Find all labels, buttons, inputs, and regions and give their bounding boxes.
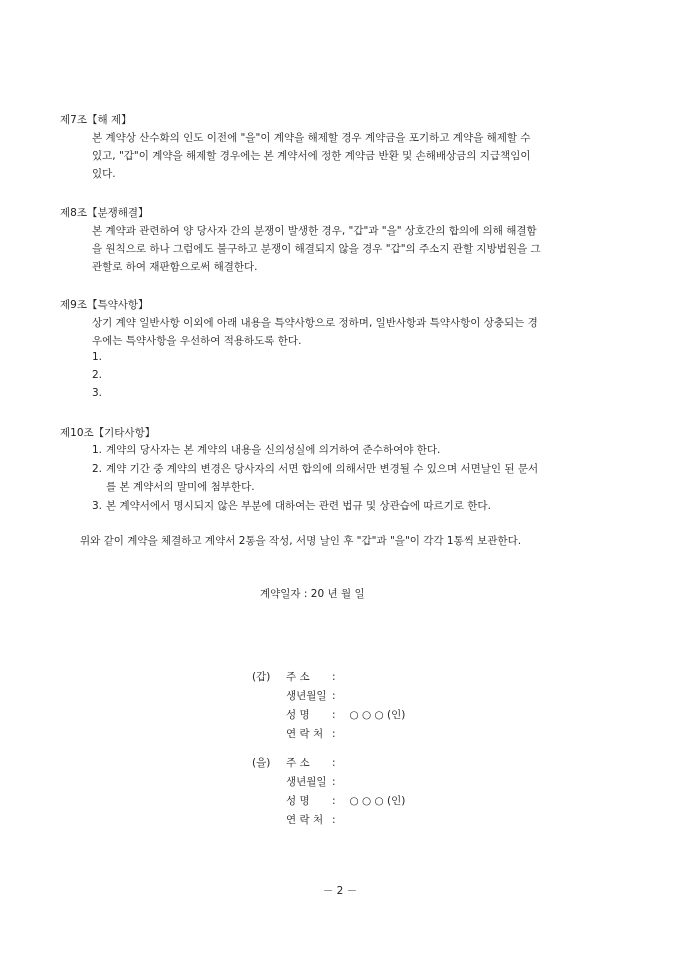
party-b-name-value: ○ ○ ○ (인) — [349, 795, 406, 807]
misc-clause-1-text: 계약의 당사자는 본 계약의 내용을 신의성실에 의거하여 준수하여야 한다. — [106, 444, 441, 456]
article-7-title: 제7조【해 제】 — [60, 114, 132, 126]
page-number: － 2 － — [322, 885, 358, 897]
party-a-name-label: 성 명 — [286, 709, 310, 721]
article-9-line-2: 우에는 특약사항을 우선하여 적용하도록 한다. — [92, 335, 302, 347]
misc-clause-3-number: 3. — [92, 500, 103, 512]
party-a-contact-label: 연 락 처 — [286, 728, 324, 740]
article-7-body — [92, 129, 622, 183]
article-7-line-2: 있고, "갑"이 계약을 해제할 경우에는 본 계약서에 정한 계약금 반환 및 손해배상금의 지급책임이 — [92, 150, 531, 162]
misc-clause-1-number: 1. — [92, 444, 103, 456]
article-7-line-1: 본 계약상 산수화의 인도 이전에 "을"이 계약을 해제할 경우 계약금을 포기하고 계약을 해제할 수 — [92, 132, 531, 144]
party-b-contact: 연 락 처 : — [286, 814, 336, 826]
party-a-birthdate: 생년월일 : — [286, 690, 336, 702]
misc-clause-2-text-cont: 를 본 계약서의 말미에 첨부한다. — [106, 481, 255, 493]
party-a-contact: 연 락 처 : — [286, 728, 336, 740]
special-clause-item-2: 2. — [92, 369, 103, 381]
party-b-birthdate-label: 생년월일 — [286, 776, 327, 788]
party-b-label: (을) — [252, 757, 271, 769]
article-8-line-3: 관할로 하여 재판함으로써 해결한다. — [92, 261, 258, 273]
misc-clause-2-text: 계약 기간 중 계약의 변경은 당사자의 서면 합의에 의해서만 변경될 수 있으며 서면날인 된 문서 — [106, 463, 539, 475]
misc-clause-1 — [92, 441, 622, 459]
party-a-label: (갑) — [252, 671, 271, 683]
misc-clause-3 — [92, 497, 622, 515]
party-a-birthdate-label: 생년월일 — [286, 690, 327, 702]
special-clause-item-1: 1. — [92, 351, 103, 363]
misc-clause-2 — [92, 460, 622, 496]
article-9-body — [92, 314, 622, 350]
party-b-birthdate: 생년월일 : — [286, 776, 336, 788]
party-b-address: 주 소 : — [286, 757, 336, 769]
party-a-address-label: 주 소 — [286, 671, 310, 683]
misc-clause-2-number: 2. — [92, 463, 103, 475]
article-8-title: 제8조【분쟁해결】 — [60, 207, 149, 219]
article-8-line-2: 을 원칙으로 하나 그럼에도 불구하고 분쟁이 해결되지 않을 경우 "갑"의 주소지 관할 지방법원을 그 — [92, 243, 541, 255]
party-b-address-label: 주 소 — [286, 757, 310, 769]
article-7-line-3: 있다. — [92, 168, 116, 180]
closing-statement: 위와 같이 계약을 체결하고 계약서 2통을 작성, 서명 날인 후 "갑"과 "을"이 각각 1통씩 보관한다. — [80, 535, 522, 547]
party-a-name: 성 명 : ○ ○ ○ (인) — [286, 709, 406, 721]
article-8-body — [92, 222, 622, 276]
article-10-title: 제10조【기타사항】 — [60, 427, 156, 439]
contract-date: 계약일자 : 20 년 월 일 — [260, 588, 365, 600]
party-a-name-value: ○ ○ ○ (인) — [349, 709, 406, 721]
party-b-contact-label: 연 락 처 — [286, 814, 324, 826]
article-9-title: 제9조【특약사항】 — [60, 299, 149, 311]
party-a-address: 주 소 : — [286, 671, 336, 683]
article-9-line-1: 상기 계약 일반사항 이외에 아래 내용을 특약사항으로 정하며, 일반사항과 특약사항이 상충되는 경 — [92, 317, 538, 329]
party-b-name: 성 명 : ○ ○ ○ (인) — [286, 795, 406, 807]
article-8-line-1: 본 계약과 관련하여 양 당사자 간의 분쟁이 발생한 경우, "갑"과 "을" 상호간의 합의에 의해 해결함 — [92, 225, 537, 237]
special-clause-item-3: 3. — [92, 387, 103, 399]
party-b-name-label: 성 명 — [286, 795, 310, 807]
misc-clause-3-text: 본 계약서에서 명시되지 않은 부분에 대하여는 관련 법규 및 상관습에 따르기로 한다. — [106, 500, 491, 512]
